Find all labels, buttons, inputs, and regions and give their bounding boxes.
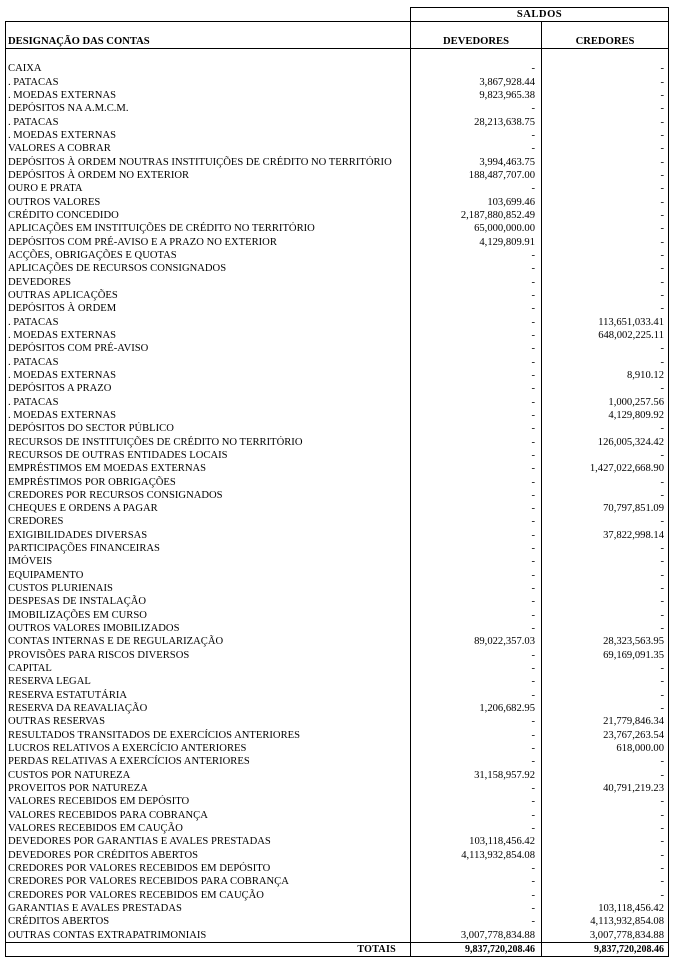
debit-value: -	[411, 875, 542, 888]
account-name: LUCROS RELATIVOS A EXERCÍCIO ANTERIORES	[6, 742, 411, 755]
table-row	[6, 875, 669, 888]
table-row	[6, 209, 669, 222]
debit-value: -	[411, 582, 542, 595]
credit-value: -	[542, 849, 669, 862]
table-row	[6, 702, 669, 715]
debit-value: -	[411, 356, 542, 369]
table-row	[6, 236, 669, 249]
account-name: CUSTOS PLURIENAIS	[6, 582, 411, 595]
credit-value: 103,118,456.42	[542, 902, 669, 915]
debit-value: -	[411, 449, 542, 462]
debit-value: -	[411, 276, 542, 289]
account-name: DEPÓSITOS DO SECTOR PÚBLICO	[6, 422, 411, 435]
table-row	[6, 675, 669, 688]
credit-value: -	[542, 116, 669, 129]
table-row	[6, 449, 669, 462]
credit-value: -	[542, 755, 669, 768]
account-name: DEPÓSITOS À ORDEM	[6, 302, 411, 315]
account-name: CREDORES	[6, 515, 411, 528]
credit-value: -	[542, 302, 669, 315]
account-name: CUSTOS POR NATUREZA	[6, 769, 411, 782]
account-name: VALORES RECEBIDOS PARA COBRANÇA	[6, 809, 411, 822]
debit-value: 28,213,638.75	[411, 116, 542, 129]
table-row	[6, 316, 669, 329]
credit-value: -	[542, 156, 669, 169]
credit-value: -	[542, 236, 669, 249]
debit-value: -	[411, 729, 542, 742]
credit-value: -	[542, 702, 669, 715]
credit-value: -	[542, 222, 669, 235]
credit-value: -	[542, 795, 669, 808]
account-name: . MOEDAS EXTERNAS	[6, 89, 411, 102]
account-name: CREDORES POR VALORES RECEBIDOS EM DEPÓSITO	[6, 862, 411, 875]
debit-value: -	[411, 542, 542, 555]
table-row	[6, 342, 669, 355]
debit-value: -	[411, 262, 542, 275]
debit-value: -	[411, 369, 542, 382]
account-name: CHEQUES E ORDENS A PAGAR	[6, 502, 411, 515]
credit-value: 4,129,809.92	[542, 409, 669, 422]
debit-value: -	[411, 662, 542, 675]
credit-value: -	[542, 515, 669, 528]
credit-value: -	[542, 62, 669, 75]
debit-value: -	[411, 555, 542, 568]
credit-value: 618,000.00	[542, 742, 669, 755]
account-name: IMOBILIZAÇÕES EM CURSO	[6, 609, 411, 622]
table-row	[6, 862, 669, 875]
debit-value: -	[411, 396, 542, 409]
credit-value: -	[542, 582, 669, 595]
account-name: PROVISÕES PARA RISCOS DIVERSOS	[6, 649, 411, 662]
credit-value: -	[542, 422, 669, 435]
account-name: OURO E PRATA	[6, 182, 411, 195]
table-row	[6, 849, 669, 862]
credit-value: -	[542, 289, 669, 302]
table-row	[6, 635, 669, 648]
account-name: OUTRAS APLICAÇÕES	[6, 289, 411, 302]
table-row	[6, 649, 669, 662]
credit-value: -	[542, 356, 669, 369]
account-name: . MOEDAS EXTERNAS	[6, 329, 411, 342]
table-row	[6, 476, 669, 489]
table-row	[6, 156, 669, 169]
credit-value: -	[542, 89, 669, 102]
debit-value: -	[411, 129, 542, 142]
debit-value: 65,000,000.00	[411, 222, 542, 235]
credit-value: -	[542, 555, 669, 568]
debit-value: -	[411, 329, 542, 342]
account-name: PARTICIPAÇÕES FINANCEIRAS	[6, 542, 411, 555]
debit-value: -	[411, 382, 542, 395]
table-row	[6, 902, 669, 915]
debit-value: 3,007,778,834.88	[411, 929, 542, 943]
table-row	[6, 609, 669, 622]
credit-value: -	[542, 209, 669, 222]
account-name: EXIGIBILIDADES DIVERSAS	[6, 529, 411, 542]
table-row	[6, 595, 669, 608]
credit-value: 3,007,778,834.88	[542, 929, 669, 943]
account-name: CRÉDITOS ABERTOS	[6, 915, 411, 928]
column-header-accounts: DESIGNAÇÃO DAS CONTAS	[6, 22, 411, 49]
account-name: . PATACAS	[6, 76, 411, 89]
column-header-credit: CREDORES	[542, 22, 669, 49]
table-row	[6, 222, 669, 235]
debit-value: -	[411, 476, 542, 489]
credit-value: 648,002,225.11	[542, 329, 669, 342]
debit-value: -	[411, 502, 542, 515]
debit-value: -	[411, 462, 542, 475]
table-row	[6, 529, 669, 542]
debit-value: -	[411, 436, 542, 449]
credit-value: -	[542, 449, 669, 462]
table-row	[6, 835, 669, 848]
table-row	[6, 502, 669, 515]
debit-value: -	[411, 515, 542, 528]
account-name: DEPÓSITOS A PRAZO	[6, 382, 411, 395]
account-name: CAPITAL	[6, 662, 411, 675]
account-name: OUTROS VALORES	[6, 196, 411, 209]
credit-value: -	[542, 142, 669, 155]
table-row	[6, 489, 669, 502]
table-row	[6, 116, 669, 129]
account-name: RESERVA LEGAL	[6, 675, 411, 688]
debit-value: -	[411, 302, 542, 315]
debit-value: -	[411, 529, 542, 542]
account-name: DEPÓSITOS COM PRÉ-AVISO	[6, 342, 411, 355]
debit-value: -	[411, 422, 542, 435]
account-name: VALORES RECEBIDOS EM CAUÇÃO	[6, 822, 411, 835]
credit-value: -	[542, 102, 669, 115]
table-row	[6, 929, 669, 943]
header-spacer	[6, 8, 411, 22]
table-row	[6, 182, 669, 195]
account-name: ACÇÕES, OBRIGAÇÕES E QUOTAS	[6, 249, 411, 262]
account-name: CREDORES POR RECURSOS CONSIGNADOS	[6, 489, 411, 502]
credit-value: -	[542, 822, 669, 835]
account-name: . MOEDAS EXTERNAS	[6, 409, 411, 422]
debit-value: -	[411, 409, 542, 422]
table-row	[6, 369, 669, 382]
totals-debit: 9,837,720,208.46	[411, 942, 542, 956]
table-row	[6, 329, 669, 342]
saldos-header: SALDOS	[411, 8, 669, 22]
credit-value: -	[542, 262, 669, 275]
credit-value: -	[542, 489, 669, 502]
debit-value: -	[411, 622, 542, 635]
table-row	[6, 396, 669, 409]
account-name: EQUIPAMENTO	[6, 569, 411, 582]
debit-value: 3,994,463.75	[411, 156, 542, 169]
table-row	[6, 102, 669, 115]
debit-value: -	[411, 862, 542, 875]
table-row	[6, 742, 669, 755]
table-row	[6, 422, 669, 435]
table-row	[6, 769, 669, 782]
table-row	[6, 809, 669, 822]
account-name: DEVEDORES POR GARANTIAS E AVALES PRESTADAS	[6, 835, 411, 848]
credit-value: 28,323,563.95	[542, 635, 669, 648]
account-name: EMPRÉSTIMOS POR OBRIGAÇÕES	[6, 476, 411, 489]
credit-value: -	[542, 889, 669, 902]
debit-value: -	[411, 609, 542, 622]
column-header-row	[6, 22, 669, 49]
credit-value: -	[542, 249, 669, 262]
account-name: IMÓVEIS	[6, 555, 411, 568]
account-name: RESERVA DA REAVALIAÇÃO	[6, 702, 411, 715]
account-name: . MOEDAS EXTERNAS	[6, 129, 411, 142]
account-name: RECURSOS DE OUTRAS ENTIDADES LOCAIS	[6, 449, 411, 462]
blank-row	[6, 49, 669, 63]
account-name: PERDAS RELATIVAS A EXERCÍCIOS ANTERIORES	[6, 755, 411, 768]
account-name: APLICAÇÕES EM INSTITUIÇÕES DE CRÉDITO NO TERRITÓRIO	[6, 222, 411, 235]
debit-value: -	[411, 822, 542, 835]
account-name: DEPÓSITOS À ORDEM NOUTRAS INSTITUIÇÕES DE CRÉDITO NO TERRITÓRIO	[6, 156, 411, 169]
debit-value: -	[411, 102, 542, 115]
credit-value: -	[542, 875, 669, 888]
credit-value: -	[542, 382, 669, 395]
credit-value: -	[542, 769, 669, 782]
table-row	[6, 582, 669, 595]
account-name: RESERVA ESTATUTÁRIA	[6, 689, 411, 702]
credit-value: -	[542, 595, 669, 608]
credit-value: 40,791,219.23	[542, 782, 669, 795]
credit-value: -	[542, 622, 669, 635]
debit-value: 31,158,957.92	[411, 769, 542, 782]
credit-value: -	[542, 662, 669, 675]
debit-value: -	[411, 902, 542, 915]
account-name: OUTRAS RESERVAS	[6, 715, 411, 728]
credit-value: -	[542, 342, 669, 355]
table-row	[6, 542, 669, 555]
table-row	[6, 409, 669, 422]
debit-value: 89,022,357.03	[411, 635, 542, 648]
credit-value: -	[542, 182, 669, 195]
debit-value: -	[411, 569, 542, 582]
account-name: EMPRÉSTIMOS EM MOEDAS EXTERNAS	[6, 462, 411, 475]
credit-value: 126,005,324.42	[542, 436, 669, 449]
totals-row	[6, 942, 669, 956]
debit-value: 1,206,682.95	[411, 702, 542, 715]
credit-value: 4,113,932,854.08	[542, 915, 669, 928]
table-row	[6, 129, 669, 142]
credit-value: 69,169,091.35	[542, 649, 669, 662]
debit-value: 3,867,928.44	[411, 76, 542, 89]
debit-value: 103,118,456.42	[411, 835, 542, 848]
credit-value: -	[542, 689, 669, 702]
account-name: DEVEDORES POR CRÉDITOS ABERTOS	[6, 849, 411, 862]
account-name: . PATACAS	[6, 396, 411, 409]
table-row	[6, 276, 669, 289]
table-row	[6, 715, 669, 728]
table-row	[6, 662, 669, 675]
totals-label: TOTAIS	[6, 942, 411, 956]
credit-value: 1,000,257.56	[542, 396, 669, 409]
account-name: OUTROS VALORES IMOBILIZADOS	[6, 622, 411, 635]
totals-credit: 9,837,720,208.46	[542, 942, 669, 956]
credit-value: -	[542, 476, 669, 489]
table-row	[6, 169, 669, 182]
account-name: RESULTADOS TRANSITADOS DE EXERCÍCIOS ANTERIORES	[6, 729, 411, 742]
credit-value: -	[542, 169, 669, 182]
credit-value: 37,822,998.14	[542, 529, 669, 542]
credit-value: 1,427,022,668.90	[542, 462, 669, 475]
account-name: . PATACAS	[6, 116, 411, 129]
credit-value: -	[542, 609, 669, 622]
table-row	[6, 62, 669, 75]
table-row	[6, 462, 669, 475]
debit-value: 4,113,932,854.08	[411, 849, 542, 862]
table-row	[6, 302, 669, 315]
debit-value: -	[411, 782, 542, 795]
table-row	[6, 915, 669, 928]
credit-value: -	[542, 76, 669, 89]
table-row	[6, 569, 669, 582]
debit-value: -	[411, 595, 542, 608]
credit-value: 8,910.12	[542, 369, 669, 382]
debit-value: -	[411, 289, 542, 302]
table-row	[6, 555, 669, 568]
credit-value: -	[542, 196, 669, 209]
debit-value: 103,699.46	[411, 196, 542, 209]
debit-value: -	[411, 809, 542, 822]
table-row	[6, 782, 669, 795]
account-name: DESPESAS DE INSTALAÇÃO	[6, 595, 411, 608]
credit-value: -	[542, 542, 669, 555]
table-row	[6, 289, 669, 302]
debit-value: -	[411, 915, 542, 928]
table-row	[6, 262, 669, 275]
account-name: DEPÓSITOS NA A.M.C.M.	[6, 102, 411, 115]
table-row	[6, 795, 669, 808]
credit-value: -	[542, 129, 669, 142]
column-header-debit: DEVEDORES	[411, 22, 542, 49]
table-row	[6, 822, 669, 835]
credit-value: 113,651,033.41	[542, 316, 669, 329]
account-name: CREDORES POR VALORES RECEBIDOS PARA COBRANÇA	[6, 875, 411, 888]
account-name: CONTAS INTERNAS E DE REGULARIZAÇÃO	[6, 635, 411, 648]
credit-value: -	[542, 675, 669, 688]
debit-value: -	[411, 795, 542, 808]
ledger-table	[5, 7, 669, 957]
debit-value: -	[411, 342, 542, 355]
account-name: OUTRAS CONTAS EXTRAPATRIMONIAIS	[6, 929, 411, 943]
account-name: CRÉDITO CONCEDIDO	[6, 209, 411, 222]
saldos-header-row	[6, 8, 669, 22]
credit-value: -	[542, 862, 669, 875]
debit-value: -	[411, 742, 542, 755]
account-name: APLICAÇÕES DE RECURSOS CONSIGNADOS	[6, 262, 411, 275]
account-name: RECURSOS DE INSTITUIÇÕES DE CRÉDITO NO TERRITÓRIO	[6, 436, 411, 449]
debit-value: -	[411, 62, 542, 75]
table-row	[6, 196, 669, 209]
account-name: . MOEDAS EXTERNAS	[6, 369, 411, 382]
debit-value: -	[411, 889, 542, 902]
credit-value: 70,797,851.09	[542, 502, 669, 515]
account-name: VALORES A COBRAR	[6, 142, 411, 155]
table-row	[6, 356, 669, 369]
credit-value: 23,767,263.54	[542, 729, 669, 742]
debit-value: -	[411, 689, 542, 702]
account-name: . PATACAS	[6, 356, 411, 369]
account-name: VALORES RECEBIDOS EM DEPÓSITO	[6, 795, 411, 808]
debit-value: -	[411, 182, 542, 195]
debit-value: -	[411, 649, 542, 662]
table-row	[6, 142, 669, 155]
credit-value: -	[542, 276, 669, 289]
table-row	[6, 755, 669, 768]
ledger-body	[6, 49, 669, 943]
debit-value: 2,187,880,852.49	[411, 209, 542, 222]
account-name: PROVEITOS POR NATUREZA	[6, 782, 411, 795]
debit-value: 9,823,965.38	[411, 89, 542, 102]
table-row	[6, 689, 669, 702]
table-row	[6, 382, 669, 395]
credit-value: -	[542, 809, 669, 822]
debit-value: 4,129,809.91	[411, 236, 542, 249]
table-row	[6, 436, 669, 449]
debit-value: -	[411, 675, 542, 688]
debit-value: -	[411, 755, 542, 768]
credit-value: 21,779,846.34	[542, 715, 669, 728]
account-name: DEPÓSITOS COM PRÉ-AVISO E A PRAZO NO EXTERIOR	[6, 236, 411, 249]
account-name: DEPÓSITOS À ORDEM NO EXTERIOR	[6, 169, 411, 182]
table-row	[6, 729, 669, 742]
account-name: CAIXA	[6, 62, 411, 75]
credit-value: -	[542, 569, 669, 582]
account-name: . PATACAS	[6, 316, 411, 329]
credit-value: -	[542, 835, 669, 848]
table-row	[6, 515, 669, 528]
debit-value: -	[411, 489, 542, 502]
table-row	[6, 76, 669, 89]
debit-value: -	[411, 316, 542, 329]
account-name: GARANTIAS E AVALES PRESTADAS	[6, 902, 411, 915]
table-row	[6, 622, 669, 635]
debit-value: -	[411, 715, 542, 728]
account-name: CREDORES POR VALORES RECEBIDOS EM CAUÇÃO	[6, 889, 411, 902]
table-row	[6, 889, 669, 902]
debit-value: -	[411, 249, 542, 262]
account-name: DEVEDORES	[6, 276, 411, 289]
debit-value: 188,487,707.00	[411, 169, 542, 182]
table-row	[6, 249, 669, 262]
debit-value: -	[411, 142, 542, 155]
table-row	[6, 89, 669, 102]
